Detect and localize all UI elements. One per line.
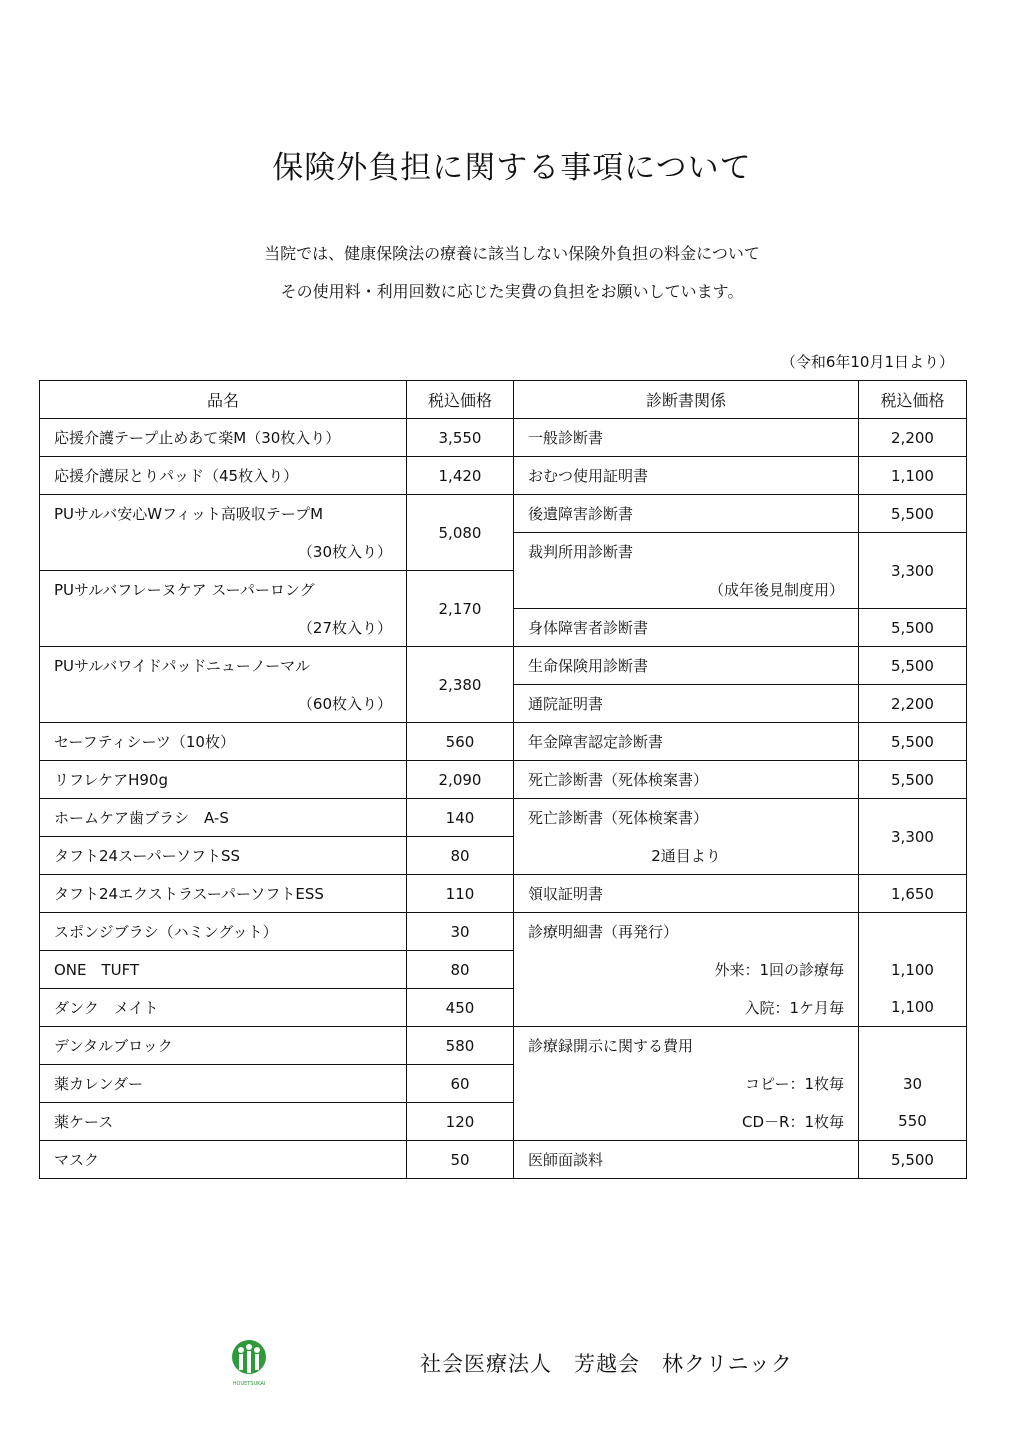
item-sub: （30枚入り） bbox=[40, 533, 407, 571]
cert-name: 領収証明書 bbox=[514, 875, 859, 913]
item-name: 応援介護テープ止めあて楽M（30枚入り） bbox=[40, 419, 407, 457]
cert-price: 1,100 bbox=[859, 457, 967, 495]
organization-name: 社会医療法人 芳越会 林クリニック bbox=[420, 1352, 793, 1376]
item-price: 80 bbox=[407, 837, 514, 875]
cert-sub: CD－R：1枚毎 bbox=[514, 1103, 859, 1141]
table-row bbox=[40, 1065, 967, 1103]
cert-price-empty bbox=[859, 1027, 967, 1065]
intro-line-1: 当院では、健康保険法の療養に該当しない保険外負担の料金について bbox=[264, 244, 760, 263]
cert-price: 5,500 bbox=[859, 495, 967, 533]
item-name: 薬ケース bbox=[40, 1103, 407, 1141]
cert-name: 診療録開示に関する費用 bbox=[514, 1027, 859, 1065]
item-name: 応援介護尿とりパッド（45枚入り） bbox=[40, 457, 407, 495]
item-sub: （60枚入り） bbox=[40, 685, 407, 723]
table-row bbox=[40, 799, 967, 837]
page-title: 保険外負担に関する事項について bbox=[272, 150, 752, 186]
item-name: PUサルバフレーヌケア スーパーロング bbox=[40, 571, 407, 609]
cert-name: 年金障害認定診断書 bbox=[514, 723, 859, 761]
item-price: 2,090 bbox=[407, 761, 514, 799]
item-name: ホームケア歯ブラシ A-S bbox=[40, 799, 407, 837]
cert-name: 身体障害者診断書 bbox=[514, 609, 859, 647]
table-row bbox=[40, 761, 967, 799]
item-price: 560 bbox=[407, 723, 514, 761]
table-row bbox=[40, 571, 967, 609]
cert-price: 550 bbox=[859, 1103, 967, 1141]
cert-price-empty bbox=[859, 913, 967, 951]
item-name: マスク bbox=[40, 1141, 407, 1179]
cert-price: 2,200 bbox=[859, 419, 967, 457]
effective-date: （令和6年10月1日より） bbox=[780, 353, 954, 371]
cert-price: 1,650 bbox=[859, 875, 967, 913]
cert-price: 1,100 bbox=[859, 989, 967, 1027]
cert-name: 一般診断書 bbox=[514, 419, 859, 457]
header-cert-price: 税込価格 bbox=[859, 381, 967, 419]
item-name: スポンジブラシ（ハミングット） bbox=[40, 913, 407, 951]
item-price: 1,420 bbox=[407, 457, 514, 495]
cert-sub: 外来：1回の診療毎 bbox=[514, 951, 859, 989]
item-name: PUサルバ安心Wフィット高吸収テープM bbox=[40, 495, 407, 533]
cert-price: 3,300 bbox=[859, 799, 967, 875]
item-name: タフト24エクストラスーパーソフトESS bbox=[40, 875, 407, 913]
item-price: 5,080 bbox=[407, 495, 514, 571]
item-price: 110 bbox=[407, 875, 514, 913]
table-row bbox=[40, 457, 967, 495]
cert-price: 1,100 bbox=[859, 951, 967, 989]
cert-name: 生命保険用診断書 bbox=[514, 647, 859, 685]
cert-name: 医師面談料 bbox=[514, 1141, 859, 1179]
item-name: ダンク メイト bbox=[40, 989, 407, 1027]
item-name: PUサルバワイドパッドニューノーマル bbox=[40, 647, 407, 685]
item-price: 2,380 bbox=[407, 647, 514, 723]
cert-price: 5,500 bbox=[859, 647, 967, 685]
table-row bbox=[40, 913, 967, 951]
item-name: ONE TUFT bbox=[40, 951, 407, 989]
table-row bbox=[40, 647, 967, 685]
header-item-name: 品名 bbox=[40, 381, 407, 419]
table-row bbox=[40, 495, 967, 533]
cert-price: 3,300 bbox=[859, 533, 967, 609]
cert-price: 5,500 bbox=[859, 1141, 967, 1179]
item-price: 60 bbox=[407, 1065, 514, 1103]
cert-name: 通院証明書 bbox=[514, 685, 859, 723]
cert-name: 診療明細書（再発行） bbox=[514, 913, 859, 951]
cert-price: 5,500 bbox=[859, 609, 967, 647]
header-cert-name: 診断書関係 bbox=[514, 381, 859, 419]
cert-name: 裁判所用診断書 bbox=[514, 533, 859, 571]
cert-price: 2,200 bbox=[859, 685, 967, 723]
footer bbox=[230, 1338, 930, 1388]
item-price: 140 bbox=[407, 799, 514, 837]
table-row bbox=[40, 723, 967, 761]
item-price: 580 bbox=[407, 1027, 514, 1065]
intro-line-2: その使用料・利用回数に応じた実費の負担をお願いしています。 bbox=[280, 282, 744, 301]
item-name: 薬カレンダー bbox=[40, 1065, 407, 1103]
table-header-row bbox=[40, 381, 967, 419]
cert-price: 30 bbox=[859, 1065, 967, 1103]
table-row bbox=[40, 837, 967, 875]
organization-logo bbox=[230, 1338, 268, 1388]
header-item-price: 税込価格 bbox=[407, 381, 514, 419]
table-row bbox=[40, 1103, 967, 1141]
cert-name: おむつ使用証明書 bbox=[514, 457, 859, 495]
cert-price: 5,500 bbox=[859, 761, 967, 799]
item-price: 120 bbox=[407, 1103, 514, 1141]
table-row bbox=[40, 1027, 967, 1065]
item-price: 80 bbox=[407, 951, 514, 989]
logo-lettering: HOUETSUKAI bbox=[232, 1381, 266, 1387]
item-name: タフト24スーパーソフトSS bbox=[40, 837, 407, 875]
fee-table bbox=[39, 380, 967, 1179]
cert-name: 死亡診断書（死体検案書） bbox=[514, 799, 859, 837]
table-row bbox=[40, 1141, 967, 1179]
table-row bbox=[40, 419, 967, 457]
cert-price: 5,500 bbox=[859, 723, 967, 761]
item-price: 50 bbox=[407, 1141, 514, 1179]
cert-name: 後遺障害診断書 bbox=[514, 495, 859, 533]
cert-sub: コピー：1枚毎 bbox=[514, 1065, 859, 1103]
cert-name: 死亡診断書（死体検案書） bbox=[514, 761, 859, 799]
item-name: リフレケアH90g bbox=[40, 761, 407, 799]
cert-sub: 2通目より bbox=[514, 837, 859, 875]
item-price: 450 bbox=[407, 989, 514, 1027]
cert-sub: （成年後見制度用） bbox=[514, 571, 859, 609]
item-price: 30 bbox=[407, 913, 514, 951]
item-name: デンタルブロック bbox=[40, 1027, 407, 1065]
table-row bbox=[40, 875, 967, 913]
item-name: セーフティシーツ（10枚） bbox=[40, 723, 407, 761]
cert-sub: 入院：1ケ月毎 bbox=[514, 989, 859, 1027]
item-price: 3,550 bbox=[407, 419, 514, 457]
item-sub: （27枚入り） bbox=[40, 609, 407, 647]
table-row bbox=[40, 989, 967, 1027]
item-price: 2,170 bbox=[407, 571, 514, 647]
table-row bbox=[40, 951, 967, 989]
